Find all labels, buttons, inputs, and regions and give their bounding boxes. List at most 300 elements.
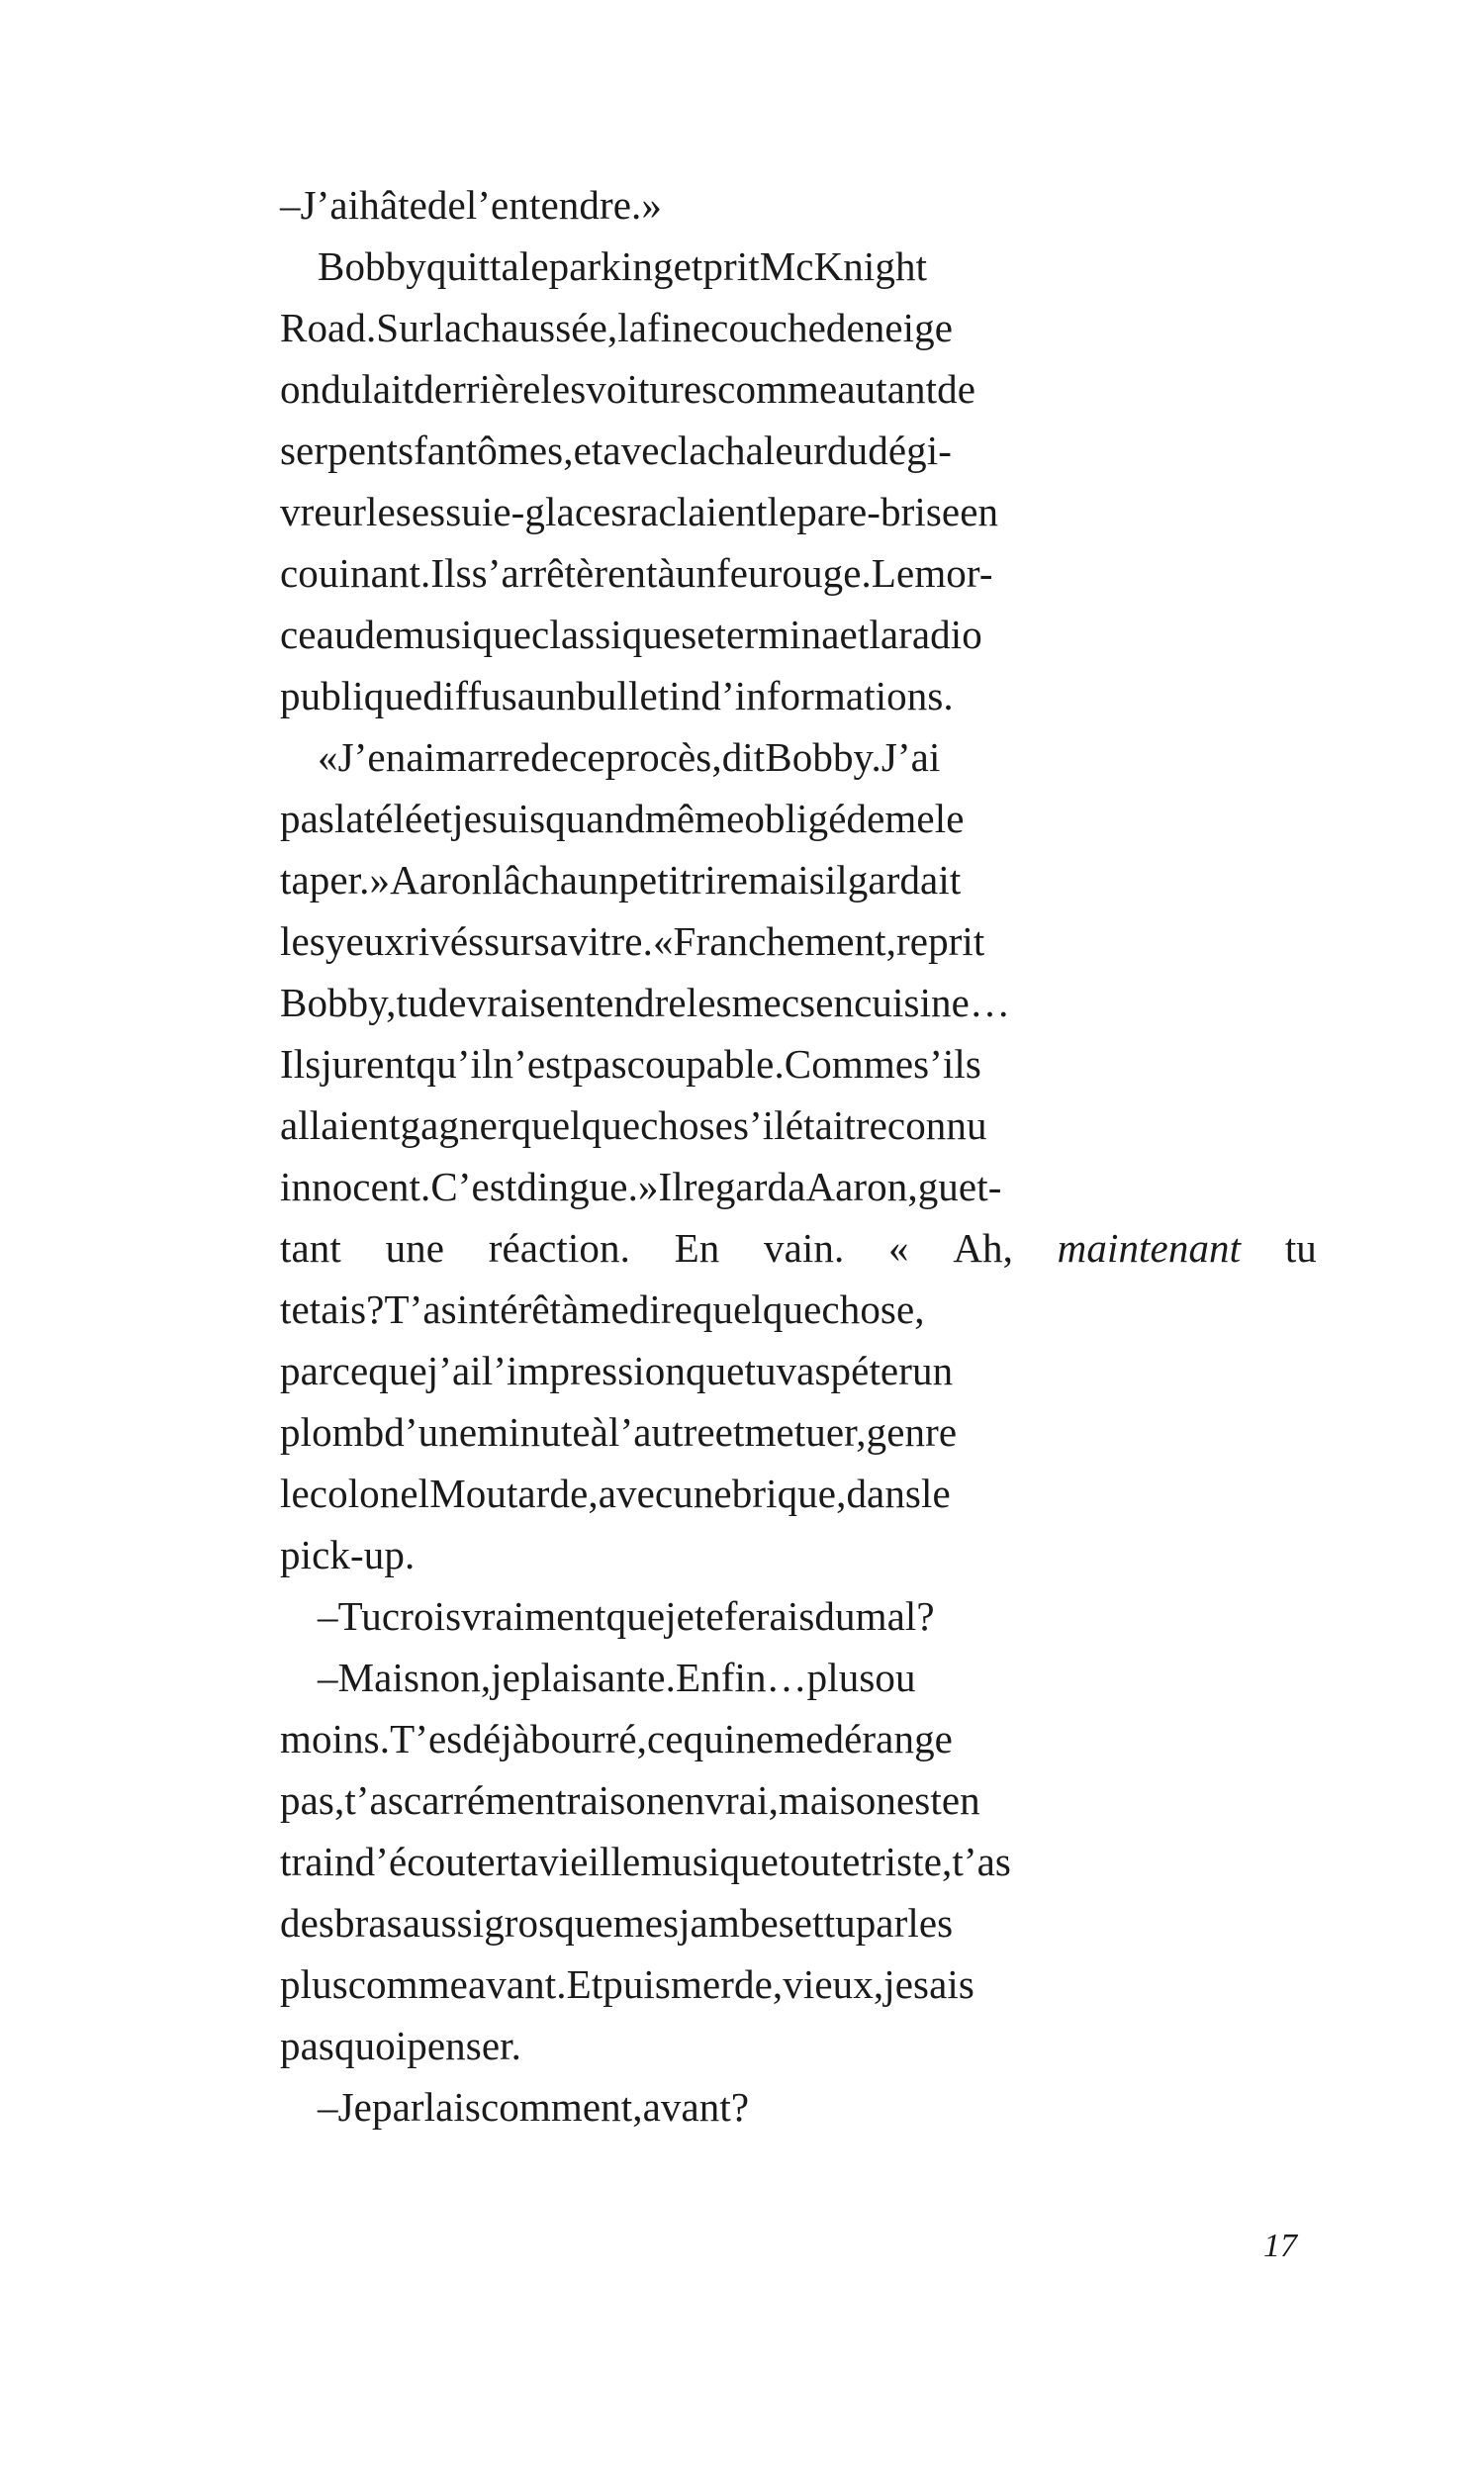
plain-text: regarda xyxy=(683,1164,806,1209)
plain-text: j’ai xyxy=(426,1348,482,1393)
plain-text: péter xyxy=(830,1348,912,1393)
plain-text: te xyxy=(280,1286,310,1332)
plain-text: petit xyxy=(618,857,692,903)
plain-text: comme xyxy=(347,1961,468,2007)
plain-text: hâte xyxy=(359,182,427,228)
plain-text: cuisine… xyxy=(854,980,1011,1025)
plain-text: radio xyxy=(898,612,982,657)
text-run xyxy=(280,174,662,236)
paragraph xyxy=(280,1647,1317,2076)
text-run xyxy=(280,1217,341,1279)
text-line xyxy=(280,1647,1317,1708)
plain-text: pick-up. xyxy=(280,1532,416,1577)
plain-text: et xyxy=(673,243,703,289)
plain-text: raison xyxy=(566,1777,667,1823)
plain-text: parking xyxy=(548,243,674,289)
plain-text: tu xyxy=(744,1348,777,1393)
plain-text: les xyxy=(366,489,412,534)
plain-text: classique xyxy=(531,612,682,657)
plain-text: ta xyxy=(509,1839,539,1884)
plain-text: à xyxy=(561,1286,580,1332)
plain-text: Aaron xyxy=(390,857,493,903)
plain-text: à xyxy=(657,550,676,596)
plain-text: avant xyxy=(642,2084,731,2130)
text-line xyxy=(280,849,1317,910)
plain-text: Mais xyxy=(337,1655,420,1700)
plain-text: allaient xyxy=(280,1102,401,1148)
text-line xyxy=(280,665,1317,726)
plain-text: ? xyxy=(916,1593,935,1639)
plain-text: merde, xyxy=(670,1961,784,2007)
plain-text: ce xyxy=(647,1716,684,1761)
plain-text: et xyxy=(793,1900,824,1946)
plain-text: Tu xyxy=(337,1593,382,1639)
plain-text: publique xyxy=(280,673,423,718)
plain-text: tu xyxy=(396,980,428,1025)
plain-text: jambes xyxy=(679,1900,794,1946)
plain-text: McKnight xyxy=(759,243,928,289)
plain-text: télé xyxy=(363,796,423,841)
plain-text: brique, xyxy=(731,1471,847,1516)
plain-text: du xyxy=(827,428,869,473)
text-line xyxy=(280,2076,1317,2138)
plain-text: rivés xyxy=(404,918,485,964)
text-run xyxy=(318,1585,935,1647)
plain-text: s’il xyxy=(732,1102,786,1148)
text-line xyxy=(280,1953,1317,2015)
plain-text: triste, xyxy=(860,1839,953,1884)
text-run xyxy=(280,297,953,358)
plain-text: je xyxy=(665,1593,695,1639)
text-run xyxy=(280,665,954,726)
plain-text: le xyxy=(921,1471,951,1516)
plain-text: plomb xyxy=(280,1409,385,1455)
plain-text: que xyxy=(368,1348,427,1393)
text-line xyxy=(280,1279,1317,1340)
plain-text: mais xyxy=(778,1777,856,1823)
plain-text: me xyxy=(744,1409,794,1455)
plain-text: tu xyxy=(1284,1225,1317,1271)
plain-text: C’est xyxy=(430,1164,517,1209)
text-line xyxy=(280,910,1317,972)
plain-text: couinant. xyxy=(280,550,431,596)
plain-text: qu’il xyxy=(416,1041,494,1087)
plain-text: en xyxy=(815,980,855,1025)
plain-text: Road. xyxy=(280,305,377,350)
plain-text: » xyxy=(641,182,662,228)
plain-text: vain. xyxy=(764,1225,845,1271)
text-run xyxy=(280,972,1010,1033)
text-run xyxy=(318,1585,935,1647)
plain-text: Ils xyxy=(280,1041,322,1087)
plain-text: de xyxy=(825,305,865,350)
plain-text: ou xyxy=(875,1655,916,1700)
plain-text: T’es xyxy=(390,1716,463,1761)
plain-text: vrai, xyxy=(704,1777,779,1823)
plain-text: est xyxy=(895,1777,942,1823)
plain-text: quelque xyxy=(692,1286,822,1332)
plain-text: « xyxy=(652,918,674,964)
plain-text: plus xyxy=(806,1655,876,1700)
plain-text: que xyxy=(605,1593,666,1639)
plain-text: avec xyxy=(598,1471,674,1516)
plain-text: yeux xyxy=(325,918,405,964)
text-line xyxy=(280,1524,1317,1585)
text-run xyxy=(489,1217,630,1279)
emphasis-text: maintenant xyxy=(1057,1225,1242,1271)
plain-text: je xyxy=(452,796,482,841)
text-line xyxy=(280,788,1317,849)
plain-text: ne xyxy=(735,1716,775,1761)
plain-text: il xyxy=(824,857,848,903)
plain-text: prit xyxy=(702,243,760,289)
plain-text: colonel xyxy=(309,1471,430,1516)
plain-text: neige xyxy=(864,305,954,350)
text-line xyxy=(280,236,1317,297)
plain-text: plaisante. xyxy=(519,1655,676,1700)
text-line xyxy=(280,1401,1317,1463)
plain-text: et xyxy=(422,796,453,841)
plain-text: s’arrêtèrent xyxy=(471,550,658,596)
plain-text: dérange xyxy=(823,1716,953,1761)
plain-text: d’écouter xyxy=(354,1839,510,1884)
plain-text: le xyxy=(767,489,797,534)
plain-text: vieux, xyxy=(783,1961,884,2007)
plain-text: les xyxy=(686,980,732,1025)
plain-text: En xyxy=(674,1225,720,1271)
plain-text: t’as xyxy=(952,1839,1011,1884)
plain-text: obligé xyxy=(744,796,847,841)
plain-text: Ah, xyxy=(953,1225,1013,1271)
plain-text: rouge. xyxy=(768,550,872,596)
plain-text: chose, xyxy=(821,1286,925,1332)
plain-text: chose xyxy=(640,1102,733,1148)
plain-text: Et xyxy=(566,1961,603,2007)
plain-text: comment, xyxy=(480,2084,643,2130)
plain-text: – xyxy=(318,2084,338,2130)
plain-text: Aaron, xyxy=(805,1164,918,1209)
plain-text: de xyxy=(937,366,976,412)
plain-text: parles xyxy=(855,1900,954,1946)
text-run xyxy=(280,1279,925,1340)
text-line xyxy=(280,358,1317,420)
plain-text: pas, xyxy=(280,1777,345,1823)
text-line xyxy=(280,1708,1317,1769)
text-line xyxy=(280,972,1317,1033)
plain-text: taper. xyxy=(280,857,370,903)
plain-text: que xyxy=(554,1900,613,1946)
text-run xyxy=(280,1156,1001,1217)
text-run xyxy=(675,1217,720,1279)
plain-text: ce xyxy=(569,734,605,780)
plain-text: – xyxy=(318,1593,338,1639)
plain-text: T’as xyxy=(384,1286,457,1332)
plain-text: pare-brise xyxy=(796,489,961,534)
plain-text: – xyxy=(318,1655,338,1700)
text-line xyxy=(280,1892,1317,1953)
plain-text: la xyxy=(617,305,648,350)
plain-text: train xyxy=(280,1839,355,1884)
plain-text: J’ai xyxy=(881,734,941,780)
plain-text: Sur xyxy=(376,305,433,350)
plain-text: jurent xyxy=(321,1041,417,1087)
text-run xyxy=(280,420,952,481)
plain-text: « xyxy=(888,1225,909,1271)
plain-text: diffusa xyxy=(422,673,536,718)
plain-text: reprit xyxy=(896,918,985,964)
plain-text: un xyxy=(912,1348,954,1393)
plain-text: toute xyxy=(778,1839,861,1884)
plain-text: dingue. xyxy=(516,1164,638,1209)
text-run xyxy=(318,2076,749,2138)
text-run xyxy=(280,2015,521,2076)
plain-text: mes xyxy=(612,1900,680,1946)
plain-text: quelque xyxy=(510,1102,641,1148)
plain-text: – xyxy=(280,182,301,228)
plain-text: la xyxy=(432,305,463,350)
text-run xyxy=(280,1463,951,1524)
plain-text: avant. xyxy=(467,1961,567,2007)
plain-text: et xyxy=(714,1409,745,1455)
text-line xyxy=(280,1463,1317,1524)
plain-text: crois xyxy=(381,1593,462,1639)
text-run xyxy=(280,1953,974,2015)
plain-text: termina xyxy=(714,612,840,657)
plain-text: penser. xyxy=(407,2023,521,2068)
plain-text: vieille xyxy=(538,1839,641,1884)
plain-text: mecs xyxy=(731,980,816,1025)
plain-text: me xyxy=(774,1716,824,1761)
plain-text: déjà xyxy=(462,1716,531,1761)
plain-text: chaleur xyxy=(706,428,828,473)
text-line xyxy=(280,1340,1317,1401)
plain-text: rire xyxy=(691,857,748,903)
text-run xyxy=(280,788,965,849)
text-run xyxy=(888,1217,909,1279)
plain-text: pas xyxy=(572,1041,627,1087)
plain-text: devrais xyxy=(427,980,546,1025)
text-run xyxy=(280,1524,415,1585)
plain-text: lâcha xyxy=(492,857,579,903)
plain-text: carrément xyxy=(403,1777,567,1823)
plain-text: voitures xyxy=(586,366,718,412)
plain-text: Moutarde, xyxy=(429,1471,599,1516)
paragraph xyxy=(280,2076,1317,2138)
plain-text: un xyxy=(675,550,716,596)
plain-text: bourré, xyxy=(530,1716,648,1761)
plain-text: les xyxy=(540,366,587,412)
plain-text: sa xyxy=(533,918,568,964)
text-run xyxy=(280,1831,1011,1892)
plain-text: en xyxy=(666,1777,705,1823)
page-number: 17 xyxy=(1263,2228,1297,2264)
plain-text: sais xyxy=(913,1961,974,2007)
text-run xyxy=(280,1401,957,1463)
plain-text: un xyxy=(535,673,577,718)
plain-text: des xyxy=(280,1900,334,1946)
text-line xyxy=(280,1217,1317,1279)
plain-text: en xyxy=(941,1777,980,1823)
plain-text: du xyxy=(814,1593,856,1639)
plain-text: l’autre xyxy=(607,1409,715,1455)
text-line xyxy=(280,481,1317,542)
plain-text: réaction. xyxy=(488,1225,630,1271)
paragraph xyxy=(280,174,1317,726)
plain-text: la xyxy=(677,428,707,473)
text-run xyxy=(953,1217,1013,1279)
text-run xyxy=(386,1217,445,1279)
plain-text: dans xyxy=(846,1471,921,1516)
plain-text: raclaient xyxy=(626,489,768,534)
plain-text: essuie-glaces xyxy=(411,489,627,534)
plain-text: et xyxy=(839,612,870,657)
plain-text: ? xyxy=(730,2084,750,2130)
text-run xyxy=(280,849,961,910)
plain-text: parlais xyxy=(371,2084,481,2130)
text-run xyxy=(280,1769,980,1831)
plain-text: gros xyxy=(484,1900,555,1946)
plain-text: intérêt xyxy=(456,1286,562,1332)
plain-text: ondulait xyxy=(280,366,415,412)
plain-text: pas xyxy=(280,796,334,841)
plain-text: n’est xyxy=(493,1041,573,1087)
text-run xyxy=(1285,1217,1317,1279)
plain-text: Il xyxy=(658,1164,684,1209)
plain-text: marre xyxy=(435,734,531,780)
page-text-body xyxy=(280,174,1317,2138)
plain-text: Ils xyxy=(430,550,472,596)
plain-text: une xyxy=(673,1471,732,1516)
plain-text: Enfin… xyxy=(675,1655,807,1700)
plain-text: me xyxy=(579,1286,629,1332)
plain-text: Comme xyxy=(784,1041,914,1087)
plain-text: Bobby, xyxy=(280,980,397,1025)
plain-text: Franchement, xyxy=(673,918,897,964)
plain-text: les xyxy=(280,918,325,964)
plain-text: chaussée, xyxy=(462,305,618,350)
text-line xyxy=(280,1831,1317,1892)
text-run xyxy=(280,910,984,972)
plain-text: vraiment xyxy=(461,1593,606,1639)
plain-text: procès, xyxy=(604,734,722,780)
text-line xyxy=(280,1156,1317,1217)
text-line xyxy=(280,1033,1317,1094)
plain-text: de xyxy=(354,612,394,657)
plain-text: même xyxy=(644,796,745,841)
text-run xyxy=(280,542,993,604)
plain-text: quand xyxy=(545,796,645,841)
text-run xyxy=(280,1340,953,1401)
plain-text: plus xyxy=(280,1961,348,2007)
text-run xyxy=(318,2076,749,2138)
plain-text: tant xyxy=(280,1225,341,1271)
plain-text: t’as xyxy=(344,1777,404,1823)
plain-text: genre xyxy=(866,1409,958,1455)
text-line xyxy=(280,174,1317,236)
plain-text: guet- xyxy=(917,1164,1002,1209)
plain-text: J’ai xyxy=(300,182,360,228)
plain-text: fine xyxy=(647,305,711,350)
plain-text: mor- xyxy=(914,550,993,596)
text-run xyxy=(318,236,927,297)
plain-text: me xyxy=(884,796,935,841)
plain-text: comme xyxy=(717,366,838,412)
plain-text: Bobby xyxy=(318,243,426,289)
text-run xyxy=(280,1094,987,1156)
plain-text: autant xyxy=(837,366,938,412)
plain-text: quoi xyxy=(333,2023,408,2068)
plain-text: coupable. xyxy=(626,1041,785,1087)
text-run xyxy=(280,174,662,236)
plain-text: fantômes, xyxy=(414,428,574,473)
plain-text: couche xyxy=(710,305,826,350)
plain-text: innocent. xyxy=(280,1164,431,1209)
plain-text: je xyxy=(491,1655,520,1700)
text-run xyxy=(1058,1217,1241,1279)
text-run xyxy=(280,1708,953,1769)
plain-text: minute xyxy=(477,1409,591,1455)
plain-text: dire xyxy=(628,1286,693,1332)
plain-text: de xyxy=(530,734,570,780)
text-run xyxy=(280,481,998,542)
plain-text: de xyxy=(846,796,885,841)
plain-text: » xyxy=(369,857,391,903)
text-line xyxy=(280,726,1317,788)
plain-text: le xyxy=(518,243,549,289)
plain-text: » xyxy=(637,1164,659,1209)
text-line xyxy=(280,1769,1317,1831)
plain-text: que xyxy=(685,1348,745,1393)
plain-text: le xyxy=(934,796,965,841)
plain-text: aussi xyxy=(402,1900,485,1946)
plain-text: Le xyxy=(871,550,915,596)
plain-text: la xyxy=(333,796,364,841)
plain-text: se xyxy=(681,612,715,657)
plain-text: entendre xyxy=(545,980,687,1025)
plain-text: gardait xyxy=(847,857,962,903)
plain-text: à xyxy=(590,1409,608,1455)
plain-text: sur xyxy=(484,918,534,964)
paragraph xyxy=(280,1585,1317,1647)
plain-text: vas xyxy=(776,1348,831,1393)
plain-text: parce xyxy=(280,1348,369,1393)
plain-text: Je xyxy=(337,2084,372,2130)
plain-text: je xyxy=(883,1961,914,2007)
text-line xyxy=(280,542,1317,604)
plain-text: ? xyxy=(366,1286,385,1332)
plain-text: pas xyxy=(280,2023,334,2068)
text-run xyxy=(280,665,954,726)
plain-text: d’une xyxy=(384,1409,478,1455)
plain-text: te xyxy=(694,1593,724,1639)
plain-text: en xyxy=(960,489,999,534)
plain-text: l’impression xyxy=(481,1348,686,1393)
plain-text: moins. xyxy=(280,1716,391,1761)
plain-text: était xyxy=(785,1102,856,1148)
text-line xyxy=(280,297,1317,358)
text-line xyxy=(280,1094,1317,1156)
plain-text: qui xyxy=(683,1716,736,1761)
paragraph xyxy=(280,726,1317,1585)
plain-text: bras xyxy=(333,1900,403,1946)
plain-text: un xyxy=(578,857,619,903)
plain-text: une xyxy=(385,1225,445,1271)
plain-text: d’informations. xyxy=(700,673,954,718)
plain-text: musique xyxy=(640,1839,779,1884)
plain-text: la xyxy=(869,612,899,657)
plain-text: l’entendre. xyxy=(465,182,642,228)
text-run xyxy=(280,1892,953,1953)
